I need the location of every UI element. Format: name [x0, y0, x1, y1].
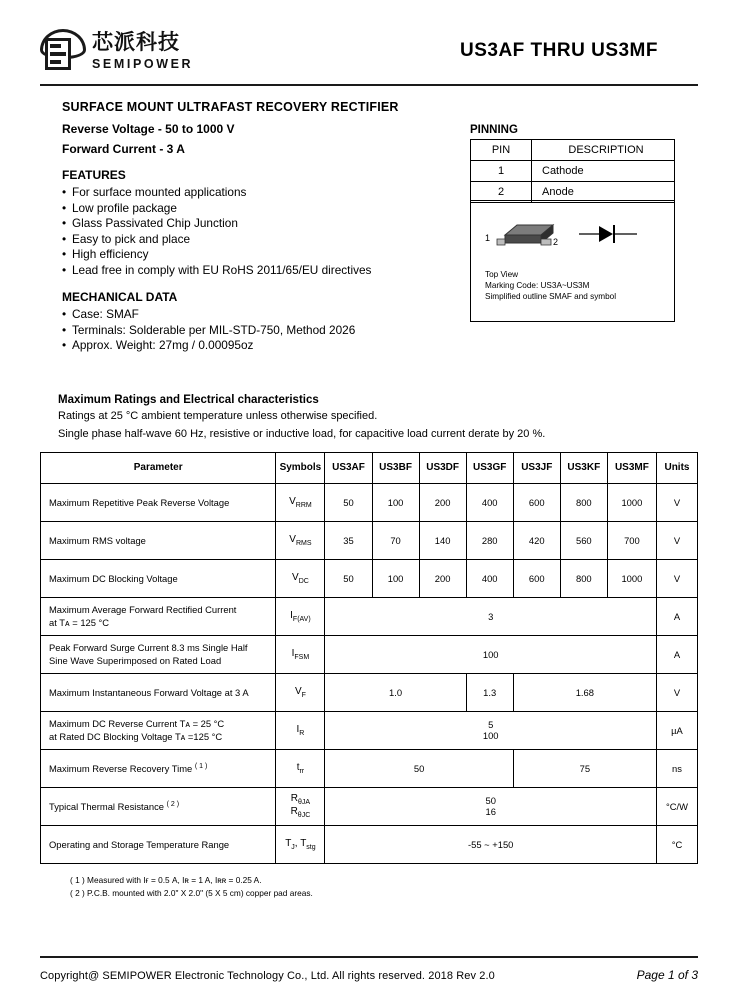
package-note-line: Simplified outline SMAF and symbol [485, 292, 617, 301]
row-parameter: Operating and Storage Temperature Range [41, 825, 276, 863]
row-parameter [41, 635, 276, 673]
col-header-us3df: US3DF [419, 452, 466, 483]
table-row [471, 140, 675, 161]
smaf-package-icon [471, 201, 676, 269]
page-header [40, 0, 698, 80]
copyright-text: Copyright@ SEMIPOWER Electronic Technology Co., Ltd. All rights reserved. 2018 Rev 2.0 [40, 970, 495, 982]
symbol-sub: RRM [295, 501, 312, 509]
row-parameter [41, 711, 276, 749]
row-value: 420 [513, 521, 560, 559]
col-header-us3gf: US3GF [466, 452, 513, 483]
pinning-header-pin: PIN [471, 140, 532, 161]
list-item: • Easy to pick and place [62, 232, 698, 248]
row-units: V [656, 559, 697, 597]
symbol-sub: RMS [295, 539, 312, 547]
row-symbol [276, 787, 325, 825]
symbol-sub: θJC [297, 812, 311, 819]
symbol-main: T [285, 837, 292, 849]
footnote-marker: ( 1 ) [194, 763, 208, 771]
row-parameter-line: at Rated DC Blocking Voltage Tᴀ =125 °C [49, 731, 223, 742]
table-row [41, 749, 698, 787]
row-parameter: Maximum Repetitive Peak Reverse Voltage [41, 483, 276, 521]
row-parameter [41, 597, 276, 635]
row-parameter-text: Typical Thermal Resistance [49, 801, 164, 813]
col-header-us3kf: US3KF [560, 452, 607, 483]
row-value-line: 5 [488, 719, 494, 730]
ratings-note-2: Single phase half-wave 60 Hz, resistive or inductive load, for capacitive load current derate by 20 %. [58, 427, 546, 440]
row-value: 700 [607, 521, 656, 559]
package-pin-1-label: 1 [485, 233, 491, 243]
package-drawing [471, 201, 674, 269]
reverse-voltage-line: Reverse Voltage - 50 to 1000 V [62, 122, 235, 136]
brand-name-en: SEMIPOWER [92, 56, 194, 71]
table-row [41, 597, 698, 635]
row-parameter-line: Maximum Average Forward Rectified Current [49, 604, 237, 615]
row-value-line: 50 [485, 795, 496, 806]
row-value: 400 [466, 559, 513, 597]
table-row [41, 673, 698, 711]
row-parameter-text: Maximum Reverse Recovery Time [49, 763, 193, 775]
ratings-note-1: Ratings at 25 °C ambient temperature unless otherwise specified. [58, 409, 378, 422]
footnotes [40, 874, 698, 900]
features-heading: FEATURES [62, 168, 126, 182]
list-item: • For surface mounted applications [62, 185, 698, 201]
brand-logo [40, 29, 193, 73]
brand-name-cn: 芯派科技 [92, 29, 180, 54]
row-parameter-line: Sine Wave Superimposed on Rated Load [49, 655, 222, 666]
list-item: • Case: SMAF [62, 307, 698, 323]
symbol-main: V [292, 571, 299, 583]
forward-current-line: Forward Current - 3 A [62, 142, 185, 156]
pin-number: 2 [471, 182, 532, 203]
col-header-us3bf: US3BF [372, 452, 419, 483]
symbol-main: V [289, 533, 296, 545]
row-value-merged: 3 [325, 597, 656, 635]
package-pin-2-label: 2 [553, 237, 559, 247]
symbol-main: I [291, 647, 295, 659]
row-symbol [276, 635, 325, 673]
row-symbol [276, 597, 325, 635]
row-value: 600 [513, 559, 560, 597]
symbol-sub: θJA [298, 799, 311, 806]
row-symbol [276, 521, 325, 559]
symbol-main: I [296, 723, 300, 735]
package-note-line: Top View [485, 270, 519, 279]
pin-description: Anode [532, 182, 675, 203]
table-row [41, 787, 698, 825]
symbol-sub: F [301, 691, 306, 699]
row-value-merged: -55 ~ +150 [325, 825, 656, 863]
row-units: V [656, 521, 697, 559]
row-parameter: Maximum DC Blocking Voltage [41, 559, 276, 597]
table-row [41, 483, 698, 521]
row-value: 140 [419, 521, 466, 559]
row-units: ns [656, 749, 697, 787]
symbol-sub: stg [306, 843, 316, 851]
row-value-group: 75 [513, 749, 656, 787]
list-item: • Glass Passivated Chip Junction [62, 216, 698, 232]
list-item: • Low profile package [62, 201, 698, 217]
symbol-main: V [289, 495, 296, 507]
row-parameter [41, 787, 276, 825]
footnote-1: ( 1 ) Measured with Iғ = 0.5 A, Iʀ = 1 A, Iʀʀ = 0.25 A. [70, 874, 262, 885]
row-symbol [276, 559, 325, 597]
row-value: 800 [560, 483, 607, 521]
table-row [41, 825, 698, 863]
pin-description: Cathode [532, 161, 675, 182]
symbol-main: t [296, 761, 300, 773]
row-units: V [656, 483, 697, 521]
row-value: 1000 [607, 483, 656, 521]
row-value: 200 [419, 559, 466, 597]
header-divider [40, 84, 698, 86]
list-item: • Lead free in comply with EU RoHS 2011/65/EU directives [62, 263, 698, 279]
row-parameter: Maximum RMS voltage [41, 521, 276, 559]
row-units: V [656, 673, 697, 711]
row-units: °C [656, 825, 697, 863]
table-row [41, 711, 698, 749]
package-outline-box [470, 200, 675, 322]
pinning-table [470, 139, 675, 203]
row-value-line: 16 [485, 806, 496, 817]
row-parameter-line: Maximum DC Reverse Current Tᴀ = 25 °C [49, 718, 225, 729]
symbol-sub: R [299, 729, 305, 737]
row-value: 600 [513, 483, 560, 521]
table-row [41, 635, 698, 673]
row-value-group: 50 [325, 749, 513, 787]
symbol-main: R [290, 793, 298, 804]
row-value-merged [325, 787, 656, 825]
row-value-line: 100 [482, 730, 499, 741]
row-parameter [41, 749, 276, 787]
row-value-group: 1.0 [325, 673, 466, 711]
col-header-symbols: Symbols [276, 452, 325, 483]
symbol-main: R [290, 806, 298, 817]
symbol-sub: FSM [294, 653, 310, 661]
row-value: 100 [372, 559, 419, 597]
symbol-sub: rr [299, 767, 305, 775]
row-symbol [276, 711, 325, 749]
row-value: 280 [466, 521, 513, 559]
symbol-sub: J [291, 843, 295, 851]
footnote-2: ( 2 ) P.C.B. mounted with 2.0" X 2.0" (5 X 5 cm) copper pad areas. [70, 887, 313, 898]
semipower-logo-icon [40, 29, 86, 73]
row-parameter: Maximum Instantaneous Forward Voltage at 3 A [41, 673, 276, 711]
package-note-line: Marking Code: US3A~US3M [485, 281, 590, 290]
symbol-main: I [290, 609, 293, 621]
row-value: 70 [372, 521, 419, 559]
row-value: 100 [372, 483, 419, 521]
row-parameter-line: at Tᴀ = 125 °C [49, 617, 110, 628]
package-notes [471, 269, 674, 302]
row-symbol: $T_J$, $T_{stg}$ [276, 825, 325, 863]
row-value: 800 [560, 559, 607, 597]
row-units: µA [656, 711, 697, 749]
row-symbol [276, 673, 325, 711]
list-item: • Terminals: Solderable per MIL-STD-750, Method 2026 [62, 323, 698, 339]
row-units: A [656, 597, 697, 635]
row-value: 400 [466, 483, 513, 521]
pinning-header-desc: DESCRIPTION [532, 140, 675, 161]
mechanical-heading: MECHANICAL DATA [62, 290, 178, 304]
table-row [41, 559, 698, 597]
document-title: SURFACE MOUNT ULTRAFAST RECOVERY RECTIFIER [62, 100, 399, 114]
col-header-units: Units [656, 452, 697, 483]
row-value-merged: 100 [325, 635, 656, 673]
list-item: • High efficiency [62, 247, 698, 263]
row-value: 50 [325, 483, 372, 521]
row-value: 35 [325, 521, 372, 559]
pin-number: 1 [471, 161, 532, 182]
list-item: • Approx. Weight: 27mg / 0.00095oz [62, 338, 698, 354]
symbol-sub: DC [298, 577, 309, 585]
row-value: 200 [419, 483, 466, 521]
pinning-heading: PINNING [470, 124, 518, 136]
table-row [41, 521, 698, 559]
row-units: A [656, 635, 697, 673]
row-value-merged [325, 711, 656, 749]
page-footer [40, 968, 698, 982]
col-header-us3mf: US3MF [607, 452, 656, 483]
row-value: 1000 [607, 559, 656, 597]
symbol-main: V [294, 685, 302, 697]
row-value: 50 [325, 559, 372, 597]
col-header-us3jf: US3JF [513, 452, 560, 483]
electrical-characteristics-table [40, 452, 698, 864]
row-symbol [276, 483, 325, 521]
col-header-parameter: Parameter [41, 452, 276, 483]
symbol-sub: F(AV) [292, 615, 311, 623]
part-number-title: US3AF THRU US3MF [459, 40, 658, 61]
footer-divider [40, 956, 698, 958]
pinning-section [470, 124, 678, 203]
row-value-group: 1.3 [466, 673, 513, 711]
row-value-group: 1.68 [513, 673, 656, 711]
row-parameter-line: Peak Forward Surge Current 8.3 ms Single Half [49, 642, 248, 653]
row-symbol [276, 749, 325, 787]
page-number: Page 1 of 3 [636, 968, 698, 982]
row-value: 560 [560, 521, 607, 559]
footnote-marker: ( 2 ) [166, 801, 180, 809]
table-row [471, 161, 675, 182]
col-header-us3af: US3AF [325, 452, 372, 483]
symbol-main: T [300, 837, 307, 849]
row-units: °C/W [656, 787, 697, 825]
table-header-row [41, 452, 698, 483]
ratings-heading: Maximum Ratings and Electrical characteristics [58, 393, 319, 406]
